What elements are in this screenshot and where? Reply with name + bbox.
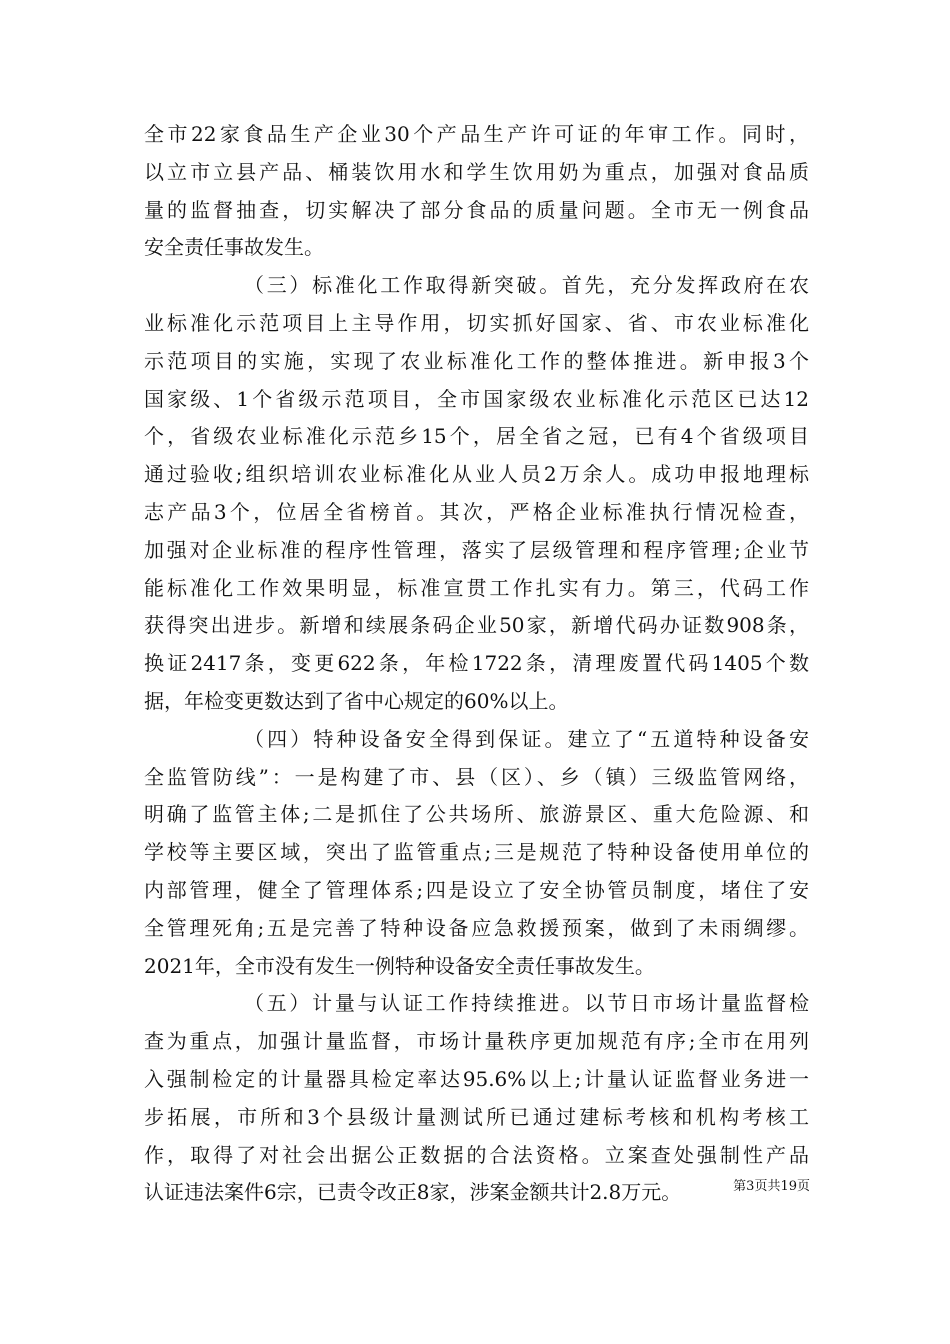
text-line: 示范项目的实施，实现了农业标准化工作的整体推进。新申报3个 xyxy=(144,348,809,373)
text-line: 个，省级农业标准化示范乡15个，居全省之冠，已有4个省级项目 xyxy=(144,424,809,449)
text-line: 内部管理，健全了管理体系;四是设立了安全协管员制度，堵住了安 xyxy=(144,877,809,902)
text-line: 获得突出进步。新增和续展条码企业50家，新增代码办证数908条， xyxy=(144,613,809,638)
text-line: 安全责任事故发生。 xyxy=(144,235,324,260)
text-line: 学校等主要区域，突出了监管重点;三是规范了特种设备使用单位的 xyxy=(144,840,809,865)
text-line: 以立市立县产品、桶装饮用水和学生饮用奶为重点，加强对食品质 xyxy=(144,159,809,184)
text-line: 2021年，全市没有发生一例特种设备安全责任事故发生。 xyxy=(144,953,655,978)
text-line: 作，取得了对社会出据公正数据的合法资格。立案查处强制性产品 xyxy=(144,1142,809,1167)
paragraph xyxy=(144,116,809,267)
text-line: 志产品3个，位居全省榜首。其次，严格企业标准执行情况检查， xyxy=(144,499,809,524)
text-line: 国家级、1个省级示范项目，全市国家级农业标准化示范区已达12 xyxy=(144,386,809,411)
text-line: 能标准化工作效果明显，标准宣贯工作扎实有力。第三，代码工作 xyxy=(144,575,809,600)
text-line: （五）计量与认证工作持续推进。以节日市场计量监督检 xyxy=(244,991,809,1016)
text-line: 通过验收;组织培训农业标准化从业人员2万余人。成功申报地理标 xyxy=(144,462,809,487)
paragraph xyxy=(144,721,809,986)
text-line: 业标准化示范项目上主导作用，切实抓好国家、省、市农业标准化 xyxy=(144,310,809,335)
text-line: 全监管防线”：一是构建了市、县（区）、乡（镇）三级监管网络， xyxy=(144,764,809,789)
text-line: 全市22家食品生产企业30个产品生产许可证的年审工作。同时， xyxy=(144,122,809,146)
text-line: 入强制检定的计量器具检定率达95.6%以上;计量认证监督业务进一 xyxy=(144,1066,809,1091)
page-number: 第3页共19页 xyxy=(733,1179,810,1194)
text-line: 加强对企业标准的程序性管理，落实了层级管理和程序管理;企业节 xyxy=(144,537,809,562)
document-body xyxy=(144,116,809,1212)
paragraph xyxy=(144,267,809,721)
text-line: （四）特种设备安全得到保证。建立了“五道特种设备安 xyxy=(244,726,809,751)
text-line: （三）标准化工作取得新突破。首先，充分发挥政府在农 xyxy=(244,273,809,298)
text-line: 查为重点，加强计量监督，市场计量秩序更加规范有序;全市在用列 xyxy=(144,1029,809,1054)
text-line: 认证违法案件6宗，已责令改正8家，涉案金额共计2.8万元。 xyxy=(144,1180,682,1205)
text-line: 换证2417条，变更622条，年检1722条，清理废置代码1405个数 xyxy=(144,651,809,676)
text-line: 据，年检变更数达到了省中心规定的60%以上。 xyxy=(144,688,569,713)
text-line: 全管理死角;五是完善了特种设备应急救援预案，做到了未雨绸缪。 xyxy=(144,915,809,940)
text-line: 明确了监管主体;二是抓住了公共场所、旅游景区、重大危险源、和 xyxy=(144,802,809,827)
text-line: 量的监督抽查，切实解决了部分食品的质量问题。全市无一例食品 xyxy=(144,197,809,222)
text-line: 步拓展，市所和3个县级计量测试所已通过建标考核和机构考核工 xyxy=(144,1104,809,1129)
